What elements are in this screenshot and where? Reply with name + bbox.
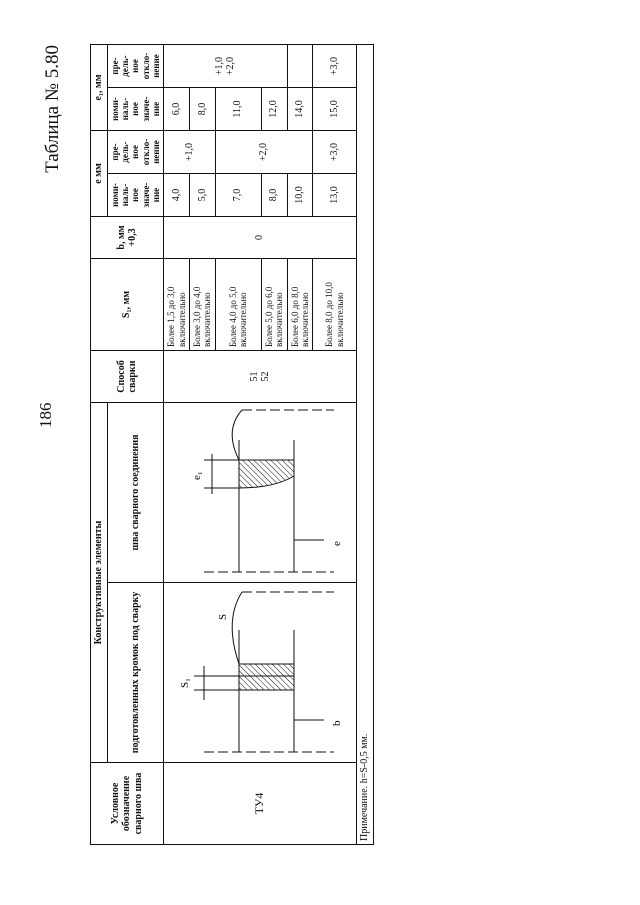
header-prepared-edges: подготовленных кромок под сварку — [107, 583, 164, 763]
e1-nominal-cell: 14,0 — [287, 88, 313, 131]
label-e1: e₁ — [191, 471, 204, 481]
b-cell: 0 — [164, 217, 357, 259]
label-e: e — [331, 541, 344, 547]
label-s1: S₁ — [179, 678, 192, 689]
e-nominal-cell: 7,0 — [215, 174, 261, 217]
prepared-edge-drawing — [164, 585, 356, 761]
e1-limit-cell-empty — [287, 45, 313, 88]
e1-nominal-cell: 11,0 — [215, 88, 261, 131]
e-nominal-cell: 8,0 — [261, 174, 287, 217]
header-method: Способ сварки — [91, 351, 164, 403]
e1-limit-cell: +1,0 +2,0 — [164, 45, 287, 88]
weld-joint-sketch — [164, 403, 357, 583]
s1-cell: Более 4,0 до 5,0 включительно — [215, 259, 261, 351]
page-number: 186 — [36, 402, 55, 428]
header-s1: S₁, мм — [91, 259, 164, 351]
header-e: e мм — [91, 131, 108, 217]
weld-bead — [239, 461, 294, 489]
header-weld-joint: шва сварного соединения — [107, 403, 164, 583]
e-nominal-cell: 4,0 — [164, 174, 190, 217]
s1-cell: Более 6,0 до 8,0 включительно — [287, 259, 313, 351]
prepared-edge-sketch — [164, 583, 357, 763]
method-cell — [164, 351, 357, 403]
table-row — [164, 45, 190, 845]
pipe-wall-section — [239, 665, 294, 677]
header-e1-limit: пре- дель- ное откло- нение — [107, 45, 164, 88]
pipe-contour — [232, 593, 242, 665]
table-note: Примечание. h=S-0,5 мм. — [357, 45, 374, 845]
s1-cell: Более 1,5 до 3,0 включительно — [164, 259, 190, 351]
header-constructive: Конструктивные элементы — [91, 403, 108, 763]
designation-cell: ТУ4 — [164, 763, 357, 845]
e-limit-cell: +1,0 — [164, 131, 215, 174]
header-e1: e₁, мм — [91, 45, 108, 131]
method-value: 51 — [248, 371, 260, 382]
method-value: 52 — [260, 371, 272, 382]
plate-section — [239, 677, 294, 691]
e1-nominal-cell: 15,0 — [313, 88, 357, 131]
e1-limit-cell: +3,0 — [313, 45, 357, 88]
label-s: S — [217, 614, 230, 621]
weld-joint-drawing — [164, 405, 356, 581]
label-b: b — [331, 721, 344, 727]
e1-nominal-cell: 6,0 — [164, 88, 190, 131]
e-limit-cell: +3,0 — [313, 131, 357, 174]
header-e-nominal: номи- наль- ное значе- ние — [107, 174, 164, 217]
e-nominal-cell: 10,0 — [287, 174, 313, 217]
weld-spec-table — [90, 44, 374, 845]
header-b-label: b, мм — [115, 225, 127, 250]
s1-cell: Более 5,0 до 6,0 включительно — [261, 259, 287, 351]
header-e-limit: пре- дель- ное откло- нение — [107, 131, 164, 174]
e-nominal-cell: 5,0 — [189, 174, 215, 217]
s1-cell: Более 8,0 до 10,0 включительно — [313, 259, 357, 351]
header-b — [91, 217, 164, 259]
e1-nominal-cell: 12,0 — [261, 88, 287, 131]
header-designation: Условное обозначение сварного шва — [91, 763, 164, 845]
e-limit-cell: +2,0 — [215, 131, 313, 174]
table-title: Таблица № 5.80 — [42, 45, 63, 173]
pipe-contour — [232, 411, 242, 461]
e1-nominal-cell: 8,0 — [189, 88, 215, 131]
header-b-tolerance: +0,3 — [127, 228, 139, 247]
e-nominal-cell: 13,0 — [313, 174, 357, 217]
header-e1-nominal: номи- наль- ное значе- ние — [107, 88, 164, 131]
s1-cell: Более 3,0 до 4,0 включительно — [189, 259, 215, 351]
